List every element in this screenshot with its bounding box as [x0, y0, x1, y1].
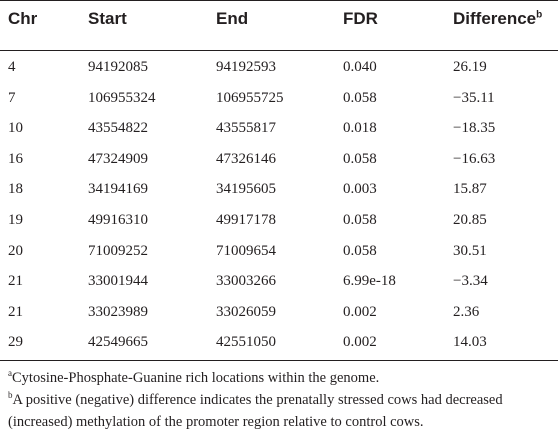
header-chr: Chr [8, 9, 38, 28]
cell-fdr: 0.058 [343, 150, 377, 167]
cell-difference: 14.03 [453, 334, 487, 351]
cell-fdr: 0.018 [343, 120, 377, 137]
table-row [0, 113, 558, 144]
cell-chr: 21 [8, 303, 23, 320]
table-bottom-rule [0, 360, 558, 361]
cell-end: 33026059 [216, 303, 276, 320]
cell-fdr: 6.99e-18 [343, 273, 396, 290]
cell-chr: 20 [8, 242, 23, 259]
header-end: End [216, 9, 249, 28]
cell-fdr: 0.003 [343, 181, 377, 198]
header-difference-label: Difference [453, 9, 537, 28]
table-row [0, 144, 558, 175]
cell-chr: 7 [8, 89, 16, 106]
cell-fdr: 0.002 [343, 303, 377, 320]
header-fdr: FDR [343, 9, 378, 28]
cell-difference: −35.11 [453, 89, 495, 106]
table-row [0, 174, 558, 205]
footnote [8, 389, 554, 433]
cell-difference: 15.87 [453, 181, 487, 198]
cell-start: 43554822 [88, 120, 148, 137]
cell-chr: 10 [8, 120, 23, 137]
cell-chr: 16 [8, 150, 23, 167]
cell-end: 33003266 [216, 273, 276, 290]
cell-fdr: 0.058 [343, 89, 377, 106]
footnote-text: Cytosine-Phosphate-Guanine rich locations within the genome. [12, 370, 380, 386]
cell-start: 34194169 [88, 181, 148, 198]
table-header [0, 0, 558, 50]
header-start: Start [88, 9, 127, 28]
footnote-mark: a [8, 368, 12, 379]
cell-difference: 20.85 [453, 211, 487, 228]
cell-difference: 2.36 [453, 303, 480, 320]
cell-fdr: 0.002 [343, 334, 377, 351]
footnote-text: A positive (negative) difference indicates the prenatally stressed cows had decreased (increased) methylation of the promoter region relative to control cows. [8, 392, 503, 430]
cell-fdr: 0.058 [343, 242, 377, 259]
cell-start: 47324909 [88, 150, 148, 167]
cell-start: 71009252 [88, 242, 148, 259]
cell-end: 43555817 [216, 120, 276, 137]
cell-difference: 26.19 [453, 59, 487, 75]
cell-chr: 29 [8, 334, 23, 351]
table-header-rule [0, 50, 558, 51]
header-difference [453, 8, 542, 30]
table-row [0, 205, 558, 236]
header-difference-footnote-mark: b [536, 9, 543, 21]
cell-end: 71009654 [216, 242, 276, 259]
cell-start: 42549665 [88, 334, 148, 351]
cell-end: 42551050 [216, 334, 276, 351]
table-row [0, 83, 558, 114]
cell-start: 33023989 [88, 303, 148, 320]
cell-difference: −16.63 [453, 150, 496, 167]
cell-difference: −3.34 [453, 273, 488, 290]
cell-difference: −18.35 [453, 120, 496, 137]
table-body [0, 52, 558, 358]
table-row [0, 236, 558, 267]
table-row [0, 297, 558, 328]
cell-end: 47326146 [216, 150, 276, 167]
cell-end: 49917178 [216, 211, 276, 228]
cell-end: 34195605 [216, 181, 276, 198]
footnote [8, 367, 554, 389]
cell-start: 94192085 [88, 59, 148, 75]
table-row [0, 327, 558, 358]
cell-chr: 21 [8, 273, 23, 290]
cell-end: 94192593 [216, 59, 276, 75]
table-row [0, 52, 558, 83]
cell-fdr: 0.040 [343, 59, 377, 75]
cell-fdr: 0.058 [343, 211, 377, 228]
table-row [0, 266, 558, 297]
cell-start: 49916310 [88, 211, 148, 228]
cell-end: 106955725 [216, 89, 284, 106]
footnote-mark: b [8, 390, 13, 401]
cell-start: 106955324 [88, 89, 156, 106]
cell-difference: 30.51 [453, 242, 487, 259]
cell-chr: 19 [8, 211, 23, 228]
table-footnotes [8, 367, 554, 433]
cell-chr: 18 [8, 181, 23, 198]
cell-start: 33001944 [88, 273, 148, 290]
cell-chr: 4 [8, 59, 16, 75]
